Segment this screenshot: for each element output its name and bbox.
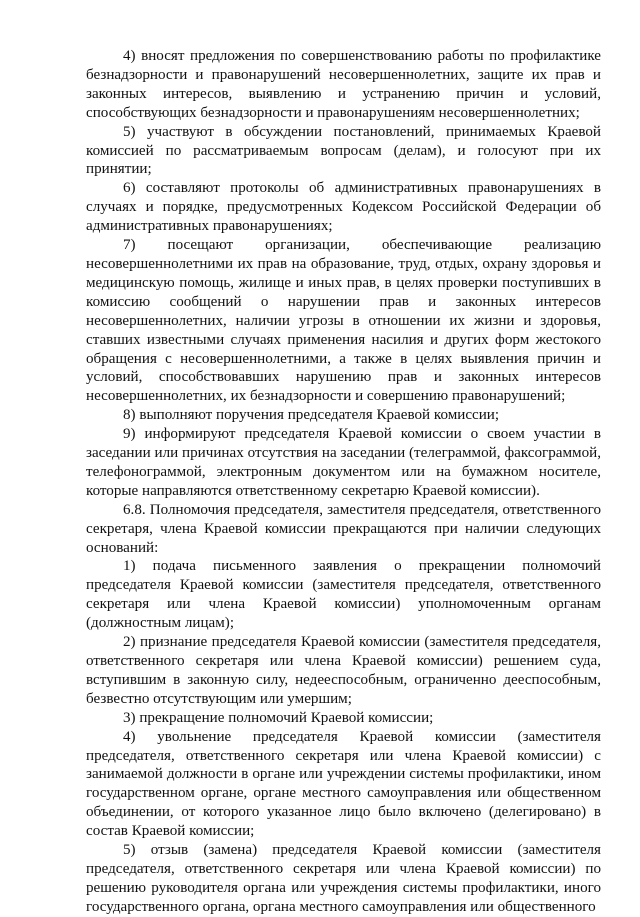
paragraph-item-7: 7) посещают организации, обеспечивающие реализацию несовершеннолетними их прав на образование, труд, отдых, охрану здоровья и медицинскую помощь, жилище и иных прав, в целях проверки поступивших в комиссию сообщений о нарушении прав и законных интересов несовершеннолетних, наличии угрозы в отношении их жизни и здоровья, ставших известными случаях применения насилия и других форм жестокого обращения с несовершеннолетними, а также в целях выявления причин и условий, способствовавших нарушению прав и законных интересов несовершеннолетних, их безнадзорности и совершению правонарушений; <box>86 237 601 405</box>
paragraph-item-6: 6) составляют протоколы об административных правонарушениях в случаях и порядке, предусмотренных Кодексом Российской Федерации об административных правонарушениях; <box>86 180 601 235</box>
paragraph-ground-5: 5) отзыв (замена) председателя Краевой комиссии (заместителя председателя, ответственного секретаря или члена Краевой комиссии) по решению руководителя органа или учреждения системы профилактики, иного государственного органа, органа местного самоуправления или общественного <box>86 842 601 915</box>
paragraph-ground-4: 4) увольнение председателя Краевой комиссии (заместителя председателя, ответственного секретаря или члена Краевой комиссии) с занимаемой должности в органе или учреждении системы профилактики, ином государственном органе, органе местного самоуправления или общественном объединении, от которого указанное лицо было включено (делегировано) в состав Краевой комиссии; <box>86 728 601 840</box>
paragraph-section-6-8: 6.8. Полномочия председателя, заместителя председателя, ответственного секретаря, члена Краевой комиссии прекращаются при наличии следующих оснований: <box>86 501 601 556</box>
paragraph-item-8: 8) выполняют поручения председателя Краевой комиссии; <box>123 407 500 424</box>
paragraph-item-5: 5) участвуют в обсуждении постановлений, принимаемых Краевой комиссией по рассматриваемым вопросам (делам), и голосуют при их принятии; <box>86 123 601 178</box>
paragraph-item-4: 4) вносят предложения по совершенствованию работы по профилактике безнадзорности и правонарушений несовершеннолетних, защите их прав и законных интересов, выявлению и устранению причин и условий, способствующих безнадзорности и правонарушениям несовершеннолетних; <box>86 48 601 121</box>
paragraph-item-9: 9) информируют председателя Краевой комиссии о своем участии в заседании или причинах отсутствия на заседании (телеграммой, факсограммой, телефонограммой, электронным документом или на бумажном носителе, которые направляются ответственному секретарю Краевой комиссии). <box>86 426 601 499</box>
paragraph-ground-3: 3) прекращение полномочий Краевой комиссии; <box>123 709 434 726</box>
document-page <box>86 47 601 917</box>
paragraph-ground-1: 1) подача письменного заявления о прекращении полномочий председателя Краевой комиссии (заместителя председателя, ответственного секретаря или члена Краевой комиссии) уполномоченным органам (должностным лицам); <box>86 558 601 632</box>
paragraph-ground-2: 2) признание председателя Краевой комиссии (заместителя председателя, ответственного секретаря или члена Краевой комиссии) решением суда, вступившим в законную силу, недееспособным, ограниченно дееспособным, безвестно отсутствующим или умершим; <box>86 634 601 707</box>
